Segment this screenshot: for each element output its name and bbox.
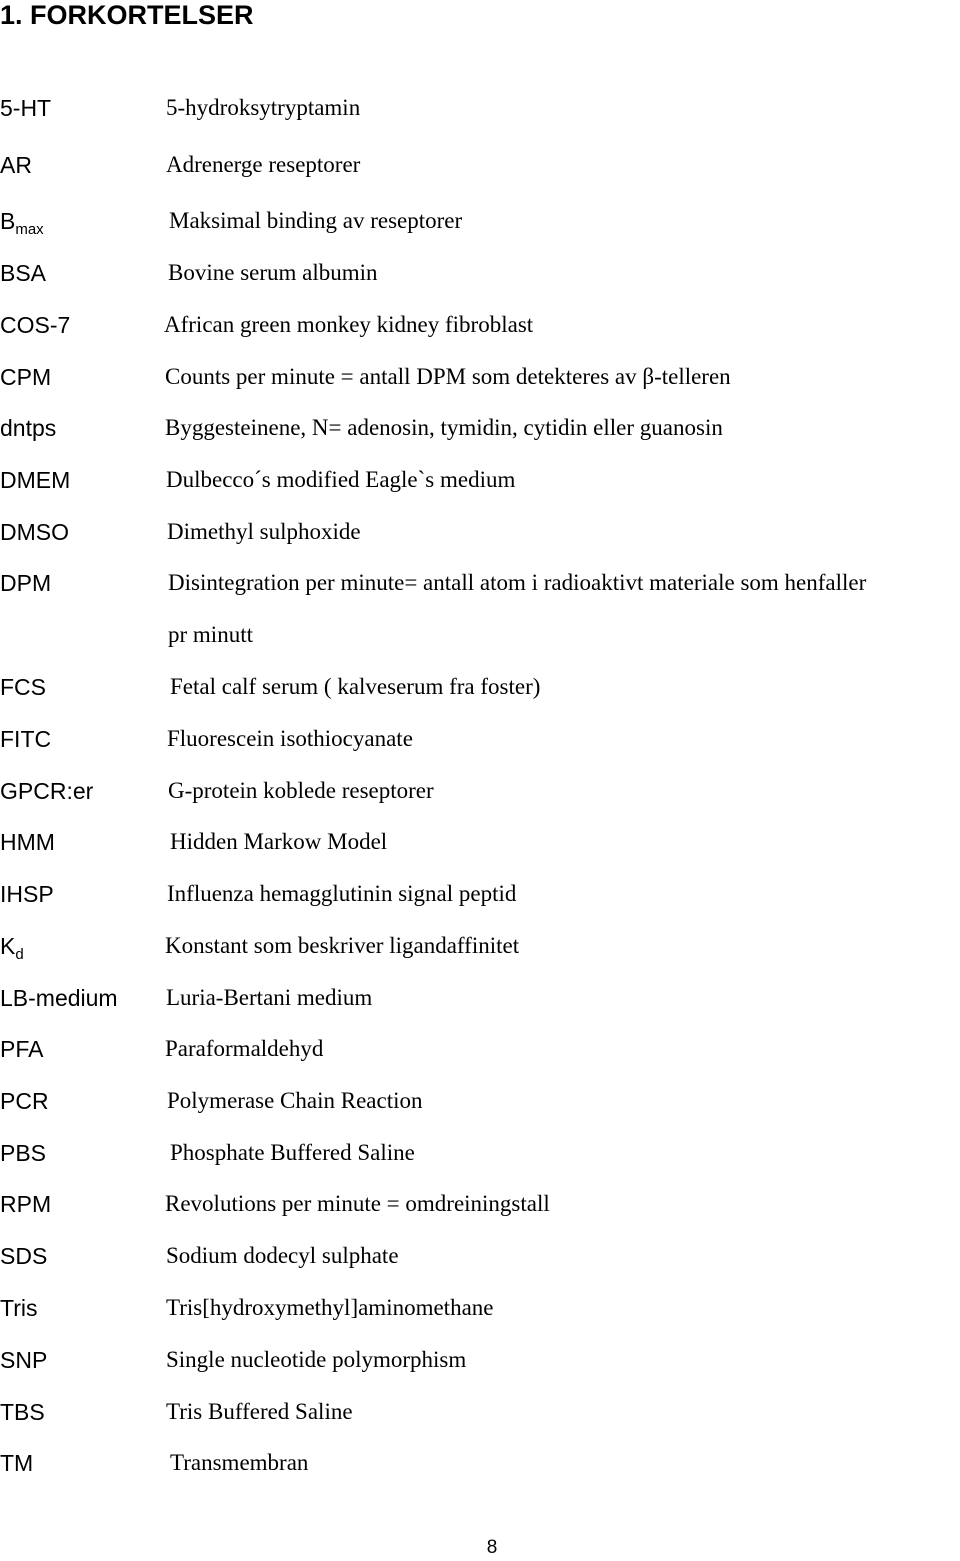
abbreviation-definition: Tris Buffered Saline <box>166 1399 353 1424</box>
abbreviation-term-text: DPM <box>0 570 52 596</box>
abbreviation-term-text: Tris <box>0 1295 38 1321</box>
abbreviation-term-text: SNP <box>0 1347 48 1373</box>
abbreviation-term <box>0 311 70 339</box>
abbreviation-definition: Counts per minute = antall DPM som detekteres av β-telleren <box>165 364 731 389</box>
abbreviation-term <box>0 518 69 546</box>
abbreviation-term <box>0 569 51 597</box>
abbreviation-definition: Paraformaldehyd <box>165 1036 324 1061</box>
abbreviation-term-text: CPM <box>0 364 52 390</box>
abbreviation-definition: African green monkey kidney fibroblast <box>164 312 534 337</box>
abbreviation-term-text: TBS <box>0 1399 45 1425</box>
abbreviation-definition: 5-hydroksytryptamin <box>166 95 361 120</box>
abbreviation-term <box>0 1449 33 1477</box>
abbreviation-term <box>0 259 46 287</box>
abbreviation-term-text: RPM <box>0 1191 52 1217</box>
abbreviation-term-text: IHSP <box>0 881 54 907</box>
abbreviation-term-text: DMEM <box>0 467 71 493</box>
abbreviation-term-text: SDS <box>0 1243 48 1269</box>
abbreviation-term-text: COS-7 <box>0 312 71 338</box>
abbreviation-definition: Transmembran <box>170 1450 309 1475</box>
abbreviation-term-text: 5-HT <box>0 95 52 121</box>
abbreviation-subscript: d <box>15 946 24 963</box>
abbreviation-definition: Single nucleotide polymorphism <box>166 1347 467 1372</box>
abbreviation-term-text: DMSO <box>0 519 69 545</box>
abbreviation-term-text: FCS <box>0 674 46 700</box>
abbreviation-term-text: K <box>0 933 16 959</box>
section-heading: 1. FORKORTELSER <box>0 0 254 30</box>
abbreviation-term <box>0 725 51 753</box>
abbreviation-definition: Revolutions per minute = omdreiningstall <box>165 1191 550 1216</box>
abbreviation-term <box>0 984 118 1012</box>
abbreviation-term-text: AR <box>0 152 32 178</box>
abbreviation-term <box>0 1190 51 1218</box>
abbreviation-definition: Maksimal binding av reseptorer <box>169 208 463 233</box>
abbreviation-subscript: max <box>15 221 44 238</box>
abbreviation-definition: Fluorescein isothiocyanate <box>167 726 413 751</box>
abbreviation-definition: Phosphate Buffered Saline <box>170 1140 415 1165</box>
abbreviation-term-text: PCR <box>0 1088 49 1114</box>
abbreviation-definition: Hidden Markow Model <box>170 829 388 854</box>
abbreviation-term <box>0 1087 49 1115</box>
abbreviation-definition: Adrenerge reseptorer <box>166 152 361 177</box>
abbreviation-term-text: BSA <box>0 260 47 286</box>
abbreviation-term <box>0 1398 45 1426</box>
abbreviation-term-text: B <box>0 208 16 234</box>
abbreviation-term <box>0 828 55 856</box>
abbreviation-definition: G-protein koblede reseptorer <box>168 778 434 803</box>
abbreviation-term-text: HMM <box>0 829 55 855</box>
abbreviation-term <box>0 932 24 964</box>
abbreviation-definition: Sodium dodecyl sulphate <box>166 1243 399 1268</box>
abbreviation-definition: Tris[hydroxymethyl]aminomethane <box>166 1295 494 1320</box>
abbreviation-term <box>0 880 54 908</box>
abbreviation-definition: Disintegration per minute= antall atom i radioaktivt materiale som henfaller <box>168 570 867 595</box>
abbreviation-term <box>0 94 51 122</box>
abbreviation-term <box>0 207 44 239</box>
abbreviation-term-text: PBS <box>0 1140 47 1166</box>
abbreviation-term <box>0 1242 47 1270</box>
abbreviation-term <box>0 1294 37 1322</box>
abbreviation-term <box>0 414 56 442</box>
abbreviation-definition: Polymerase Chain Reaction <box>167 1088 423 1113</box>
abbreviation-definition: Luria-Bertani medium <box>166 985 373 1010</box>
abbreviation-term <box>0 1035 43 1063</box>
abbreviation-term-text: PFA <box>0 1036 44 1062</box>
abbreviation-definition: Bovine serum albumin <box>168 260 378 285</box>
abbreviation-definition: Dimethyl sulphoxide <box>167 519 361 544</box>
abbreviation-definition: Dulbecco´s modified Eagle`s medium <box>166 467 516 492</box>
abbreviation-term-text: TM <box>0 1450 34 1476</box>
abbreviation-term-text: GPCR:er <box>0 778 94 804</box>
page-number: 8 <box>486 1537 498 1558</box>
abbreviation-term <box>0 363 51 391</box>
abbreviation-term <box>0 1346 47 1374</box>
abbreviation-definition: Konstant som beskriver ligandaffinitet <box>165 933 520 958</box>
abbreviation-term-text: dntps <box>0 415 57 441</box>
abbreviation-term-text: FITC <box>0 726 52 752</box>
abbreviation-term <box>0 1139 46 1167</box>
abbreviation-definition: Byggesteinene, N= adenosin, tymidin, cytidin eller guanosin <box>165 415 723 440</box>
abbreviation-definition-continuation: pr minutt <box>168 622 253 647</box>
abbreviation-term-text: LB-medium <box>0 985 118 1011</box>
abbreviation-term <box>0 466 70 494</box>
abbreviation-term <box>0 777 93 805</box>
abbreviation-definition: Influenza hemagglutinin signal peptid <box>167 881 517 906</box>
abbreviation-term <box>0 151 32 179</box>
abbreviation-term <box>0 673 46 701</box>
abbreviation-definition: Fetal calf serum ( kalveserum fra foster) <box>170 674 541 699</box>
